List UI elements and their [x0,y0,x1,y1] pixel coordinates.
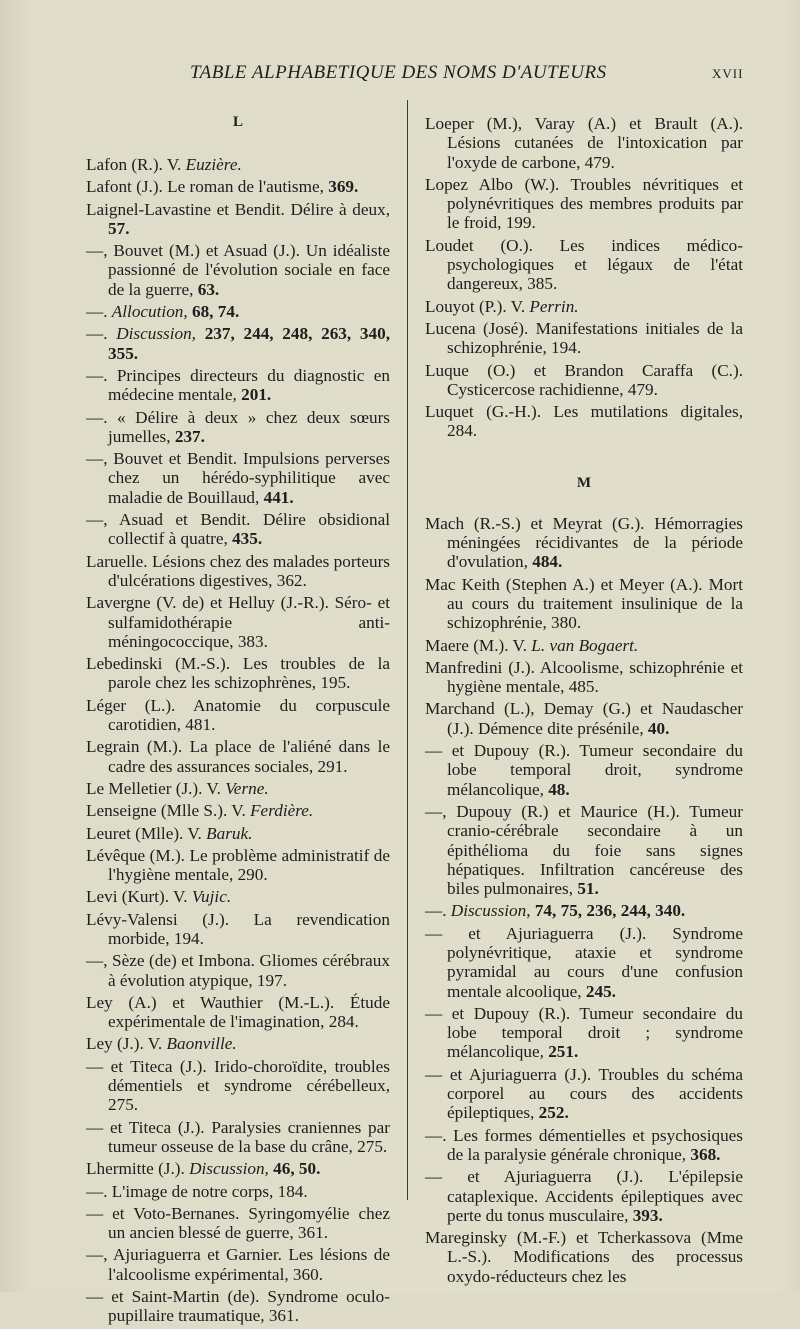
index-entry [86,910,390,949]
index-entry [86,993,390,1032]
index-entry [425,175,743,233]
index-entry [86,241,390,299]
entry-text: — et Saint-Martin (de). Syndrome oculo-pupillaire traumatique, 361. [86,1287,390,1326]
entry-text: — et Ajuriaguerra (J.). Syndrome polynévritique, ataxie et syndrome pyramidal au cours d'une confusion mentale alcoolique, [425,923,743,1001]
index-entry [425,901,743,920]
entry-page-ref: 74, 75, 236, 244, 340. [530,901,686,921]
entry-text: — et Ajuriaguerra (J.). Troubles du schéma corporel au cours des accidents épileptiques, [425,1064,743,1123]
entry-page-ref: 484. [532,552,563,572]
entry-text: Ley (J.). V. [86,1034,167,1054]
entry-text: —, Dupouy (R.) et Maurice (H.). Tumeur cranio-cérébrale secondaire à un épithélioma du foie sans signes hépatiques. Infiltration cancéreuse des biles pulmonaires, [425,801,743,899]
entry-text: Lafon (R.). V. [86,155,186,174]
entry-text: — et Titeca (J.). Paralysies craniennes par tumeur osseuse de la base du crâne, 275. [86,1117,390,1156]
entry-text: Laruelle. Lésions chez des malades porteurs d'ulcérations digestives, 362. [86,551,390,590]
entry-text: —. L'image de notre corps, 184. [86,1181,308,1201]
entry-italic-ref: Discussion, [189,1159,269,1179]
entry-text: Le Melletier (J.). V. [86,778,226,798]
entry-text: Maere (M.). V. [425,635,532,655]
entry-text: Mach (R.-S.) et Meyrat (G.). Hémorragies méningées récidivantes de la période d'ovulation, [425,513,743,572]
index-entry [86,200,390,239]
entry-page-ref: 393. [632,1205,663,1225]
entry-text: —. Les formes démentielles et psychosiques de la paralysie générale chronique, [425,1125,743,1164]
index-entry [86,1287,390,1326]
entry-text: —. [86,302,112,322]
entry-text: — et Titeca (J.). Irido-choroïdite, troubles démentiels et syndrome cérébelleux, 275. [86,1056,390,1115]
entry-italic-ref: Ferdière. [250,801,314,821]
entry-text: —, Bouvet (M.) et Asuad (J.). Un idéaliste passionné de l'évolution sociale en face de la guerre, [86,241,390,299]
left-entries [86,155,390,1326]
index-entry [86,1245,390,1284]
entry-page-ref: 368. [690,1144,721,1164]
entry-text: —, Sèze (de) et Imbona. Gliomes cérébraux à évolution atypique, 197. [86,951,390,990]
index-entry [86,408,390,447]
entry-italic-ref: Baonville. [166,1034,237,1054]
entry-page-ref: 63. [197,279,220,299]
entry-text: Lopez Albo (W.). Troubles névritiques et polynévritiques des membres produits par le froid, 199. [425,174,743,233]
entry-text: —, Ajuriaguerra et Garnier. Les lésions de l'alcoolisme expérimental, 360. [86,1245,390,1284]
entry-page-ref: 251. [548,1042,579,1062]
index-entry [425,802,743,898]
entry-text: —. [425,901,451,921]
entry-text: Legrain (M.). La place de l'aliéné dans le cadre des assurances sociales, 291. [86,737,390,776]
index-entry [86,801,390,820]
index-entry [86,177,390,196]
index-entry [425,1228,743,1286]
section-letter-m: M [576,474,592,491]
entry-text: Laignel-Lavastine et Bendit. Délire à deux, [86,199,390,219]
index-entry [86,1204,390,1243]
index-entry [86,1034,390,1053]
entry-text: Lenseigne (Mlle S.). V. [86,801,251,821]
index-entry [425,297,743,316]
entry-italic-ref: Perrin. [529,296,579,316]
entry-italic-ref: Discussion, [450,901,531,921]
entry-italic-ref: Baruk. [206,823,253,843]
index-entry [425,741,743,799]
entry-text: Lévêque (M.). Le problème administratif de l'hygiène mentale, 290. [86,845,390,885]
entry-page-ref: 48. [548,779,570,799]
index-entry [425,361,743,400]
entry-text: Luquet (G.-H.). Les mutilations digitales, 284. [425,402,743,441]
index-entry [86,846,390,885]
index-entry [425,658,743,697]
entry-page-ref: 237. [174,426,205,446]
entry-text: —. « Délire à deux » chez deux sœurs jumelles, [86,407,390,446]
entry-text: Levi (Kurt). V. [86,887,192,907]
entry-text: — et Dupouy (R.). Tumeur secondaire du lobe temporal droit ; syndrome mélancolique, [425,1003,743,1062]
entry-page-ref: 40. [647,718,670,738]
entry-page-ref: 237, 244, 248, 263, 340, 355. [108,324,391,363]
index-entry [86,887,390,906]
index-entry [86,696,390,735]
entry-text: Lebedinski (M.-S.). Les troubles de la parole chez les schizophrènes, 195. [86,654,390,693]
index-entry [86,449,390,507]
index-entry [425,575,743,633]
index-entry [86,1118,390,1157]
index-entry [86,1159,390,1178]
entry-text: Luque (O.) et Brandon Caraffa (C.). Cysticercose rachidienne, 479. [425,360,743,399]
index-entry [425,236,743,294]
index-entry [86,366,390,405]
entry-italic-ref: Vujic. [191,887,232,907]
entry-text: Ley (A.) et Wauthier (M.-L.). Étude expérimentale de l'imagination, 284. [86,992,390,1032]
page-number: XVII [712,66,744,81]
entry-page-ref: 245. [585,981,616,1001]
index-entry [425,1167,743,1225]
entry-text: — et Voto-Bernanes. Syringomyélie chez un ancien blessé de guerre, 361. [86,1203,390,1243]
index-entry [86,552,390,591]
entry-italic-ref: Euzière. [185,155,242,174]
section-letter-l: L [232,114,243,130]
entry-page-ref: 441. [263,487,294,507]
entry-page-ref: 201. [241,385,272,405]
right-entries-m [425,514,743,1286]
entry-italic-ref: Discussion, [116,324,196,344]
entry-italic-ref: Verne. [225,778,269,798]
entry-page-ref: 57. [108,218,130,238]
entry-text: —, Bouvet et Bendit. Impulsions perverses chez un hérédo-syphilitique avec maladie de Bouillaud, [86,449,390,507]
index-entry [425,699,743,738]
entry-text: Loeper (M.), Varay (A.) et Brault (A.). Lésions cutanées de l'intoxication par l'oxyde de carbone, 479. [425,114,743,172]
index-entry [86,510,390,549]
right-entries-l [425,114,743,441]
index-entry [425,1004,743,1062]
entry-page-ref: 51. [577,879,599,899]
entry-text: Louyot (P.). V. [425,296,530,316]
index-entry [86,1182,390,1201]
right-column [425,114,743,1289]
page-header [0,62,800,92]
index-entry [86,593,390,651]
entry-page-ref: 435. [232,529,263,549]
entry-page-ref: 252. [538,1103,569,1123]
entry-text: —. Principes directeurs du diagnostic en médecine mentale, [86,365,390,405]
entry-text: Leuret (Mlle). V. [86,823,207,843]
index-entry [425,514,743,572]
entry-text: — et Ajuriaguerra (J.). L'épilepsie cataplexique. Accidents épileptiques avec perte du tonus musculaire, [425,1167,743,1225]
entry-text: Lhermitte (J.). [86,1159,190,1179]
index-entry [425,1065,743,1123]
index-entry [425,636,743,655]
index-entry [425,319,743,358]
index-entry [425,1126,743,1165]
entry-text: Léger (L.). Anatomie du corpuscule carotidien, 481. [86,695,390,735]
running-title: TABLE ALPHABETIQUE DES NOMS D'AUTEURS [190,62,607,83]
index-entry [86,155,390,174]
entry-italic-ref: L. van Bogaert. [531,635,639,655]
index-entry [86,951,390,990]
index-entry [86,779,390,798]
entry-text: Mareginsky (M.-F.) et Tcherkassova (Mme L.-S.). Modifications des processus oxydo-réducteurs chez les [425,1228,743,1286]
index-entry [425,924,743,1001]
index-entry [425,114,743,172]
entry-page-ref: 46, 50. [268,1159,321,1179]
left-column [86,114,390,1329]
entry-text: Lucena (José). Manifestations initiales de la schizophrénie, 194. [425,318,743,358]
index-entry [86,654,390,693]
index-entry [86,1057,390,1115]
entry-text: Manfredini (J.). Alcoolisme, schizophrénie et hygiène mentale, 485. [425,657,743,697]
entry-text: —. [86,324,117,344]
entry-page-ref: 369. [328,177,359,197]
entry-text: Lafont (J.). Le roman de l'autisme, [86,177,329,197]
index-entry [425,402,743,441]
entry-text: — et Dupouy (R.). Tumeur secondaire du lobe temporal droit, syndrome mélancolique, [425,741,743,799]
entry-text: —, Asuad et Bendit. Délire obsidional collectif à quatre, [86,510,390,549]
column-divider [407,100,408,1200]
entry-text: Mac Keith (Stephen A.) et Meyer (A.). Mort au cours du traitement insulinique de la schizophrénie, 380. [425,574,743,633]
index-entry [86,302,390,321]
entry-italic-ref: Allocution, [111,302,188,322]
index-entry [86,824,390,843]
entry-page-ref: 68, 74. [187,302,240,322]
entry-text: Marchand (L.), Demay (G.) et Naudascher (J.). Démence dite présénile, [425,699,743,738]
entry-text: Loudet (O.). Les indices médico-psychologiques et légaux de l'état dangereux, 385. [425,235,743,294]
entry-text: Lévy-Valensi (J.). La revendication morbide, 194. [86,909,390,948]
entry-text: Lavergne (V. de) et Helluy (J.-R.). Séro- et sulfamidothérapie anti-méningococcique, 383. [86,593,390,651]
index-entry [86,737,390,776]
index-entry [86,324,390,363]
